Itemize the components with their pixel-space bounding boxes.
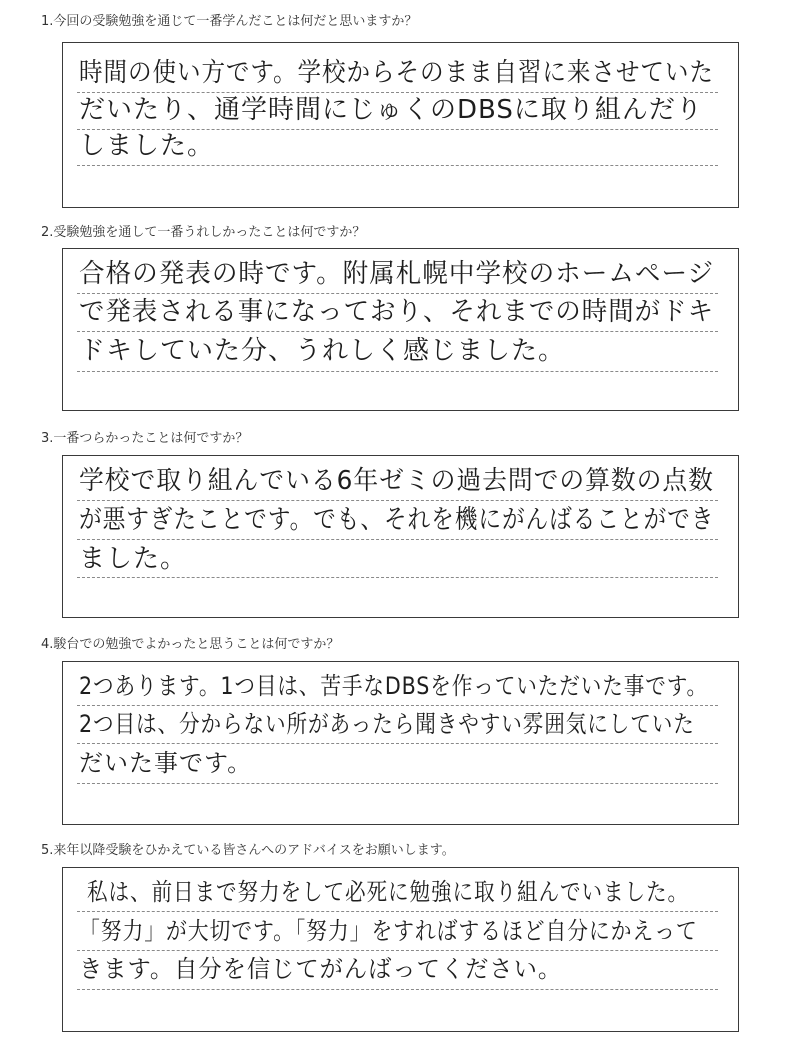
answer-5-line-2: 「努力」が大切です。「努力」をすればするほど自分にかえって [79,917,698,945]
guide-line [77,165,718,166]
guide-line [77,500,718,501]
answer-1-line-2: だいたり、通学時間にじゅくのDBSに取り組んだり [79,95,703,125]
answer-box-1 [62,42,739,208]
answer-4-line-2: 2つ目は、分からない所があったら聞きやすい雰囲気にしていた [79,710,695,738]
guide-line [77,911,718,912]
guide-line [77,577,718,578]
answer-2-line-2: で発表される事になっており、それまでの時間がドキ [79,297,715,327]
guide-line [77,371,718,372]
answer-3-line-2: が悪すぎたことです。でも、それを機にがんばることができ [79,505,715,535]
question-3: 3.一番つらかったことは何ですか？ [41,431,249,446]
answer-3-line-1: 学校で取り組んでいる6年ゼミの過去問での算数の点数 [79,466,714,496]
guide-line [77,989,718,990]
answer-4-line-1: 2つあります。1つ目は、苦手なDBSを作っていただいた事です。 [79,672,709,700]
question-4: 4.駿台での勉強でよかったと思うことは何ですか？ [41,637,340,652]
answer-5-line-3: きます。自分を信じてがんばってください。 [79,955,563,983]
answer-2-line-1: 合格の発表の時です。附属札幌中学校のホームページ [79,259,715,289]
answer-1-line-3: しました。 [79,131,215,161]
guide-line [77,129,718,130]
question-1: 1.今回の受験勉強を通じて一番学んだことは何だと思いますか？ [41,14,418,29]
guide-line [77,783,718,784]
guide-line [77,92,718,93]
guide-line [77,331,718,332]
answer-4-line-3: だいた事です。 [79,749,253,777]
answer-3-line-3: ました。 [79,544,188,574]
guide-line [77,539,718,540]
guide-line [77,743,718,744]
question-5: 5.来年以降受験をひかえている皆さんへのアドバイスをお願いします。 [41,843,455,858]
answer-box-4 [62,661,739,825]
answer-5-line-1: 私は、前日まで努力をして必死に勉強に取り組んでいました。 [87,878,689,906]
guide-line [77,705,718,706]
question-2: 2.受験勉強を通して一番うれしかったことは何ですか？ [41,225,366,240]
guide-line [77,950,718,951]
guide-line [77,293,718,294]
answer-2-line-3: ドキしていた分、うれしく感じました。 [79,336,566,366]
answer-box-3 [62,455,739,618]
answer-box-2 [62,248,739,411]
answer-1-line-1: 時間の使い方です。学校からそのまま自習に来させていた [79,58,714,88]
answer-box-5 [62,867,739,1032]
